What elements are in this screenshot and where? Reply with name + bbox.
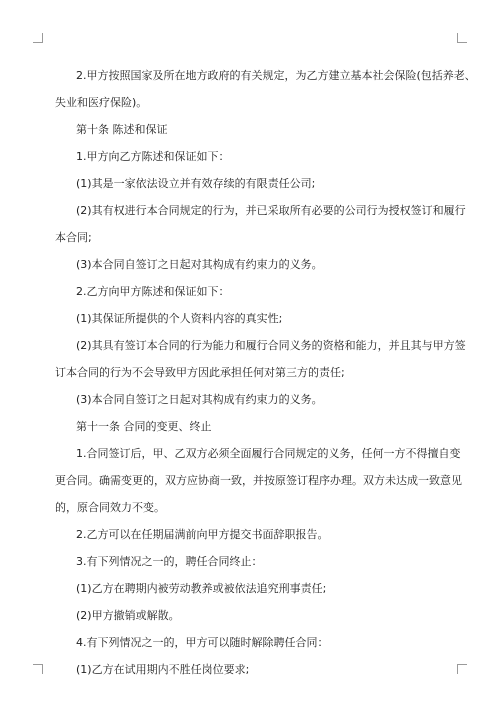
clause-dismissal-item-1: (1)乙方在试用期内不胜任岗位要求;	[76, 663, 250, 676]
paragraph-social-insurance: 2.甲方按照国家及所在地方政府的有关规定，为乙方建立基本社会保险(包括养老、	[76, 69, 476, 82]
clause-resignation: 2.乙方可以在任期届满前向甲方提交书面辞职报告。	[76, 528, 329, 541]
clause-a-item-2: (2)其有权进行本合同规定的行为，并已采取所有必要的公司行为授权签订和履行	[76, 204, 466, 217]
clause-party-b-representations: 2.乙方向甲方陈述和保证如下：	[76, 285, 230, 298]
clause-change-1-cont: 更合同。确需变更的，双方应协商一致，并按原签订程序办理。双方未达成一致意见	[55, 474, 462, 487]
clause-b-item-3: (3)本合同自签订之日起对其构成有约束力的义务。	[76, 393, 323, 406]
crop-mark-top-left	[33, 33, 43, 43]
crop-mark-top-right	[457, 33, 467, 43]
clause-party-a-representations: 1.甲方向乙方陈述和保证如下：	[76, 150, 230, 163]
clause-b-item-2-cont: 订本合同的行为不会导致甲方因此承担任何对第三方的责任;	[55, 366, 345, 379]
paragraph-social-insurance-cont: 失业和医疗保险)。	[55, 96, 148, 109]
clause-a-item-1: (1)其是一家依法设立并有效存续的有限责任公司;	[76, 177, 316, 190]
clause-termination-item-1: (1)乙方在聘期内被劳动教养或被依法追究刑事责任;	[76, 582, 327, 595]
clause-dismissal: 4.有下列情况之一的，甲方可以随时解除聘任合同：	[76, 636, 329, 649]
clause-change-1-cont-2: 的，原合同效力不变。	[55, 501, 165, 514]
clause-a-item-2-cont: 本合同;	[55, 231, 92, 244]
clause-termination-item-2: (2)甲方撤销或解散。	[76, 609, 180, 622]
clause-a-item-3: (3)本合同自签订之日起对其构成有约束力的义务。	[76, 258, 323, 271]
clause-change-1: 1.合同签订后，甲、乙双方必须全面履行合同规定的义务，任何一方不得擅自变	[76, 447, 461, 460]
clause-termination: 3.有下列情况之一的，聘任合同终止：	[76, 555, 263, 568]
article-11-heading: 第十一条 合同的变更、终止	[76, 420, 212, 433]
crop-mark-bottom-left	[33, 664, 43, 674]
clause-b-item-1: (1)其保证所提供的个人资料内容的真实性;	[76, 312, 283, 325]
article-10-heading: 第十条 陈述和保证	[76, 123, 168, 136]
clause-b-item-2: (2)其具有签订本合同的行为能力和履行合同义务的资格和能力，并且其与甲方签	[76, 339, 466, 352]
